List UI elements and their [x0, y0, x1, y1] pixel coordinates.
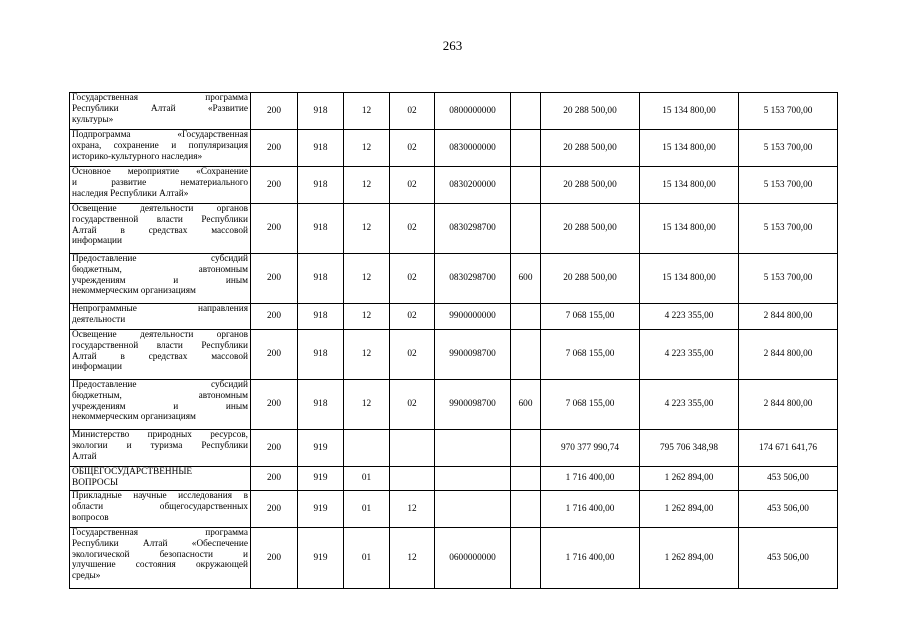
- item-name-line: Алтай в средствах массовой: [72, 225, 248, 236]
- item-name-line: Алтай: [72, 451, 97, 462]
- amount-year2-cell: 15 134 800,00: [640, 167, 739, 204]
- amount-year1-cell: 20 288 500,00: [541, 254, 640, 304]
- item-name-line: вопросов: [72, 512, 109, 523]
- item-name-line: наследия Республики Алтай»: [72, 188, 189, 199]
- grbs-code-cell: 200: [251, 467, 298, 491]
- amount-year3-cell: 2 844 800,00: [739, 380, 838, 430]
- item-name-line: Министерство природных ресурсов,: [72, 430, 248, 440]
- table-row: [70, 528, 838, 589]
- amount-year1-cell: 970 377 990,74: [541, 430, 640, 467]
- item-name-cell: [70, 93, 251, 130]
- item-name-cell: [70, 491, 251, 528]
- amount-year1-cell: 7 068 155,00: [541, 304, 640, 330]
- ministry-code-cell: 918: [298, 204, 344, 254]
- amount-year3-cell: 453 506,00: [739, 467, 838, 491]
- amount-year3-cell: 453 506,00: [739, 491, 838, 528]
- item-name-cell: [70, 528, 251, 589]
- target-article-cell: 0830200000: [435, 167, 511, 204]
- amount-year3-cell: 2 844 800,00: [739, 304, 838, 330]
- item-name-cell: [70, 304, 251, 330]
- amount-year3-cell: 5 153 700,00: [739, 204, 838, 254]
- item-name-line: ВОПРОСЫ: [72, 477, 119, 488]
- grbs-code-cell: 200: [251, 130, 298, 167]
- amount-year2-cell: 795 706 348,98: [640, 430, 739, 467]
- ministry-code-cell: 918: [298, 330, 344, 380]
- target-article-cell: [435, 430, 511, 467]
- item-name-line: государственной власти Республики: [72, 214, 248, 225]
- grbs-code-cell: 200: [251, 304, 298, 330]
- subsection-code-cell: 02: [390, 254, 435, 304]
- ministry-code-cell: 918: [298, 130, 344, 167]
- ministry-code-cell: 918: [298, 380, 344, 430]
- target-article-cell: 0800000000: [435, 93, 511, 130]
- expense-type-cell: [511, 491, 541, 528]
- amount-year2-cell: 15 134 800,00: [640, 204, 739, 254]
- item-name-cell: [70, 254, 251, 304]
- expense-type-cell: [511, 130, 541, 167]
- expense-type-cell: [511, 204, 541, 254]
- ministry-code-cell: 919: [298, 491, 344, 528]
- item-name-line: ОБЩЕГОСУДАРСТВЕННЫЕ: [72, 467, 193, 477]
- item-name-line: Освещение деятельности органов: [72, 204, 248, 214]
- item-name-line: Основное мероприятие «Сохранение: [72, 167, 248, 177]
- item-name-line: Государственная программа: [72, 93, 248, 103]
- expense-type-cell: [511, 93, 541, 130]
- table-row: [70, 93, 838, 130]
- table-row: [70, 380, 838, 430]
- amount-year1-cell: 20 288 500,00: [541, 167, 640, 204]
- table-row: [70, 167, 838, 204]
- item-name-line: экологии и туризма Республики: [72, 440, 248, 451]
- item-name-line: учреждениям и иным: [72, 275, 248, 286]
- item-name-line: деятельности: [72, 314, 126, 325]
- section-code-cell: 12: [344, 330, 390, 380]
- section-code-cell: [344, 430, 390, 467]
- section-code-cell: 01: [344, 467, 390, 491]
- section-code-cell: 01: [344, 491, 390, 528]
- target-article-cell: [435, 467, 511, 491]
- item-name-line: Прикладные научные исследования в: [72, 491, 248, 501]
- item-name-line: информации: [72, 362, 123, 373]
- section-code-cell: 12: [344, 204, 390, 254]
- table-row: [70, 254, 838, 304]
- ministry-code-cell: 918: [298, 93, 344, 130]
- table-row: [70, 204, 838, 254]
- amount-year2-cell: 15 134 800,00: [640, 93, 739, 130]
- amount-year2-cell: 15 134 800,00: [640, 130, 739, 167]
- item-name-cell: [70, 430, 251, 467]
- subsection-code-cell: 02: [390, 204, 435, 254]
- ministry-code-cell: 919: [298, 467, 344, 491]
- table-row: [70, 304, 838, 330]
- amount-year1-cell: 1 716 400,00: [541, 491, 640, 528]
- item-name-line: бюджетным, автономным: [72, 264, 248, 275]
- amount-year3-cell: 453 506,00: [739, 528, 838, 589]
- target-article-cell: 0830298700: [435, 204, 511, 254]
- section-code-cell: 12: [344, 254, 390, 304]
- grbs-code-cell: 200: [251, 330, 298, 380]
- item-name-line: историко-культурного наследия»: [72, 151, 203, 162]
- item-name-line: информации: [72, 236, 123, 247]
- expense-type-cell: [511, 467, 541, 491]
- expense-type-cell: [511, 167, 541, 204]
- amount-year1-cell: 20 288 500,00: [541, 93, 640, 130]
- section-code-cell: 12: [344, 93, 390, 130]
- grbs-code-cell: 200: [251, 93, 298, 130]
- subsection-code-cell: 02: [390, 380, 435, 430]
- target-article-cell: 0830298700: [435, 254, 511, 304]
- section-code-cell: 01: [344, 528, 390, 589]
- item-name-cell: [70, 130, 251, 167]
- section-code-cell: 12: [344, 130, 390, 167]
- subsection-code-cell: 02: [390, 93, 435, 130]
- ministry-code-cell: 919: [298, 430, 344, 467]
- section-code-cell: 12: [344, 304, 390, 330]
- item-name-line: области общегосударственных: [72, 501, 248, 512]
- target-article-cell: 0830000000: [435, 130, 511, 167]
- item-name-line: Государственная программа: [72, 528, 248, 538]
- table-row: [70, 467, 838, 491]
- item-name-line: экологической безопасности и: [72, 549, 248, 560]
- item-name-line: Алтай в средствах массовой: [72, 351, 248, 362]
- amount-year3-cell: 5 153 700,00: [739, 130, 838, 167]
- item-name-line: Республики Алтай «Обеспечение: [72, 538, 248, 549]
- grbs-code-cell: 200: [251, 254, 298, 304]
- amount-year1-cell: 20 288 500,00: [541, 204, 640, 254]
- ministry-code-cell: 919: [298, 528, 344, 589]
- item-name-line: государственной власти Республики: [72, 340, 248, 351]
- item-name-line: Предоставление субсидий: [72, 380, 248, 390]
- amount-year1-cell: 1 716 400,00: [541, 467, 640, 491]
- table-body: [70, 93, 838, 589]
- item-name-cell: [70, 330, 251, 380]
- table-row: [70, 330, 838, 380]
- item-name-cell: [70, 204, 251, 254]
- subsection-code-cell: 02: [390, 304, 435, 330]
- amount-year1-cell: 1 716 400,00: [541, 528, 640, 589]
- item-name-line: учреждениям и иным: [72, 401, 248, 412]
- table-row: [70, 430, 838, 467]
- table-row: [70, 491, 838, 528]
- expense-type-cell: 600: [511, 380, 541, 430]
- subsection-code-cell: [390, 467, 435, 491]
- subsection-code-cell: 12: [390, 491, 435, 528]
- section-code-cell: 12: [344, 167, 390, 204]
- expense-type-cell: [511, 304, 541, 330]
- item-name-line: и развитие нематериального: [72, 177, 248, 188]
- amount-year3-cell: 5 153 700,00: [739, 254, 838, 304]
- table-row: [70, 130, 838, 167]
- amount-year2-cell: 1 262 894,00: [640, 491, 739, 528]
- amount-year3-cell: 174 671 641,76: [739, 430, 838, 467]
- grbs-code-cell: 200: [251, 430, 298, 467]
- item-name-cell: [70, 467, 251, 491]
- amount-year1-cell: 20 288 500,00: [541, 130, 640, 167]
- grbs-code-cell: 200: [251, 380, 298, 430]
- item-name-line: Предоставление субсидий: [72, 254, 248, 264]
- item-name-line: бюджетным, автономным: [72, 390, 248, 401]
- amount-year3-cell: 5 153 700,00: [739, 93, 838, 130]
- target-article-cell: 9900000000: [435, 304, 511, 330]
- item-name-line: некоммерческим организациям: [72, 412, 196, 423]
- amount-year3-cell: 2 844 800,00: [739, 330, 838, 380]
- grbs-code-cell: 200: [251, 167, 298, 204]
- grbs-code-cell: 200: [251, 204, 298, 254]
- target-article-cell: 9900098700: [435, 380, 511, 430]
- amount-year3-cell: 5 153 700,00: [739, 167, 838, 204]
- item-name-line: улучшение состояния окружающей: [72, 560, 248, 571]
- item-name-line: Подпрограмма «Государственная: [72, 130, 248, 140]
- subsection-code-cell: 02: [390, 130, 435, 167]
- subsection-code-cell: 02: [390, 167, 435, 204]
- amount-year2-cell: 4 223 355,00: [640, 380, 739, 430]
- target-article-cell: 0600000000: [435, 528, 511, 589]
- amount-year1-cell: 7 068 155,00: [541, 330, 640, 380]
- expense-type-cell: 600: [511, 254, 541, 304]
- item-name-line: Освещение деятельности органов: [72, 330, 248, 340]
- grbs-code-cell: 200: [251, 491, 298, 528]
- budget-table: [69, 92, 838, 589]
- expense-type-cell: [511, 528, 541, 589]
- amount-year1-cell: 7 068 155,00: [541, 380, 640, 430]
- item-name-line: среды»: [72, 571, 101, 582]
- ministry-code-cell: 918: [298, 304, 344, 330]
- item-name-cell: [70, 167, 251, 204]
- item-name-line: Непрограммные направления: [72, 304, 248, 314]
- item-name-line: некоммерческим организациям: [72, 286, 196, 297]
- subsection-code-cell: 02: [390, 330, 435, 380]
- page-number: 263: [442, 38, 463, 53]
- section-code-cell: 12: [344, 380, 390, 430]
- item-name-line: Республики Алтай «Развитие: [72, 103, 248, 114]
- item-name-cell: [70, 380, 251, 430]
- subsection-code-cell: 12: [390, 528, 435, 589]
- expense-type-cell: [511, 330, 541, 380]
- item-name-line: культуры»: [72, 114, 114, 125]
- grbs-code-cell: 200: [251, 528, 298, 589]
- target-article-cell: 9900098700: [435, 330, 511, 380]
- amount-year2-cell: 4 223 355,00: [640, 304, 739, 330]
- subsection-code-cell: [390, 430, 435, 467]
- ministry-code-cell: 918: [298, 254, 344, 304]
- amount-year2-cell: 4 223 355,00: [640, 330, 739, 380]
- ministry-code-cell: 918: [298, 167, 344, 204]
- amount-year2-cell: 1 262 894,00: [640, 467, 739, 491]
- amount-year2-cell: 15 134 800,00: [640, 254, 739, 304]
- target-article-cell: [435, 491, 511, 528]
- expense-type-cell: [511, 430, 541, 467]
- item-name-line: охрана, сохранение и популяризация: [72, 140, 248, 151]
- amount-year2-cell: 1 262 894,00: [640, 528, 739, 589]
